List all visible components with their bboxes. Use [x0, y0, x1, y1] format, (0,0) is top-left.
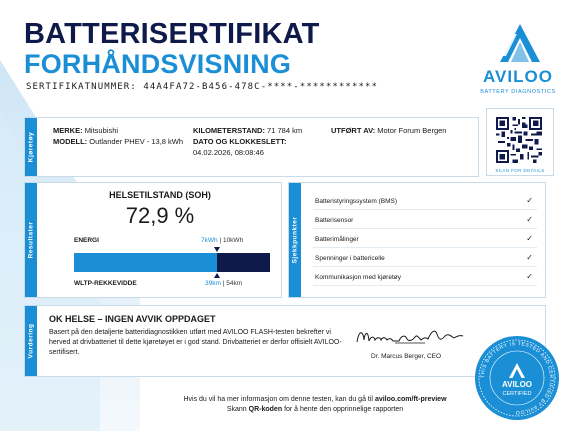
- energy-value: 7kWh: [201, 237, 218, 244]
- check-item: [313, 271, 537, 286]
- soh-marker-top: [214, 247, 220, 252]
- vehicle-tab: [25, 118, 37, 176]
- mileage-value: 71 784 km: [267, 126, 303, 135]
- verdict-tab: [25, 306, 37, 376]
- make-field: [53, 126, 118, 135]
- datetime-value: 04.02.2026, 08:08:46: [193, 148, 264, 157]
- soh-bar-fill: [74, 253, 217, 272]
- check-item-label: Batterisensor: [315, 217, 354, 224]
- check-item-label: Spenninger i battericelle: [315, 255, 385, 262]
- range-readout: [205, 280, 242, 287]
- checkmark-icon: ✓: [526, 253, 533, 262]
- checkmark-icon: ✓: [526, 272, 533, 281]
- footer-scan-prefix: Skann: [226, 406, 247, 413]
- seal-brand: AVILOO: [501, 380, 533, 389]
- range-total: 54km: [226, 280, 243, 287]
- signer-name: Dr. Marcus Berger, CEO: [371, 353, 442, 360]
- results-panel: [24, 182, 282, 298]
- aviloo-logo: [478, 24, 558, 100]
- results-tab-label: Resultater: [27, 221, 35, 259]
- mileage-field: [193, 126, 302, 135]
- vehicle-tab-label: Kjøretøy: [27, 131, 35, 163]
- energy-readout: [201, 237, 243, 244]
- qr-code[interactable]: [496, 117, 542, 163]
- qr-code-box[interactable]: [486, 108, 554, 176]
- model-label: MODELL:: [53, 137, 88, 146]
- check-item: [313, 252, 537, 267]
- wltp-label: WLTP-REKKEVIDDE: [74, 280, 137, 287]
- footer-scan-suffix: for å hente den opprinnelige rapporten: [284, 406, 404, 413]
- model-value: Outlander PHEV - 13,8 kWh: [89, 137, 184, 146]
- footer-line-2: [150, 405, 480, 415]
- soh-marker-bottom: [214, 273, 220, 278]
- verdict-text: Basert på den detaljerte batteridiagnostikken utført med AVILOO FLASH-testen bekrefter vi herved at drivbatteriet til dette kjøretøyet er i god stand. Drivbatteriet er derfor offisielt AVILOO-sertifisert.: [49, 329, 342, 356]
- aviloo-mark-icon: [500, 24, 540, 62]
- logo-wordmark: AVILOO: [483, 67, 553, 86]
- certificate-number: [26, 82, 378, 92]
- soh-value: 72,9 %: [125, 203, 195, 228]
- check-item-label: Kommunikasjon med kjøretøy: [315, 274, 401, 281]
- performed-by-label: UTFØRT AV:: [331, 126, 376, 135]
- mileage-label: KILOMETERSTAND:: [193, 126, 265, 135]
- datetime-label: DATO OG KLOKKESLETT:: [193, 137, 287, 146]
- footer-link[interactable]: aviloo.com/ft-preview: [374, 396, 447, 403]
- checks-tab: [289, 183, 301, 297]
- footer: [150, 395, 480, 415]
- range-divider: |: [222, 280, 225, 287]
- make-label: MERKE:: [53, 126, 83, 135]
- soh-bar: [74, 253, 270, 272]
- checkmark-icon: ✓: [526, 234, 533, 243]
- page-subtitle: FORHÅNDSVISNING: [24, 49, 292, 79]
- certificate-number-label: SERTIFIKATNUMMER:: [26, 82, 137, 92]
- checks-panel: [288, 182, 546, 298]
- signature-image: [355, 324, 465, 348]
- checkmark-icon: ✓: [526, 196, 533, 205]
- verdict-title: OK HELSE – INGEN AVVIK OPPDAGET: [49, 314, 216, 324]
- make-value: Mitsubishi: [84, 126, 119, 135]
- energy-total: 10kWh: [222, 237, 244, 244]
- qr-label: SCAN FOR DETAILS: [495, 168, 545, 173]
- page-title: BATTERISERTIFIKAT: [24, 18, 320, 50]
- footer-scan-bold: QR-koden: [248, 406, 283, 413]
- model-field: [53, 137, 183, 146]
- check-item-label: Batterimålinger: [315, 236, 359, 243]
- seal-ring-text: THIS BATTERY IS TESTED AND CERTIFIED BY AVILOO: [479, 340, 555, 416]
- soh-title: HELSETILSTAND (SOH): [109, 190, 211, 200]
- checks-tab-label: Sjekkpunkter: [291, 216, 299, 264]
- performed-by-value: Motor Forum Bergen: [377, 126, 447, 135]
- verdict-panel: [24, 305, 546, 377]
- results-tab: [25, 183, 37, 297]
- verdict-tab-label: Vurdering: [27, 323, 35, 359]
- footer-line-1: [150, 395, 480, 405]
- energy-label: ENERGI: [74, 237, 99, 244]
- seal-label: CERTIFIED: [502, 391, 532, 397]
- checkmark-icon: ✓: [526, 215, 533, 224]
- energy-divider: |: [219, 237, 222, 244]
- check-item: [313, 233, 537, 248]
- logo-tagline: BATTERY DIAGNOSTICS: [480, 89, 556, 95]
- footer-info-text: Hvis du vil ha mer informasjon om denne testen, kan du gå til: [183, 396, 373, 403]
- check-item-label: Batteristyringssystem (BMS): [315, 198, 397, 205]
- vehicle-panel: [24, 117, 479, 177]
- certificate-number-value: 44A4FA72-B456-478C-****-************: [143, 82, 379, 92]
- performed-by-field: [331, 126, 446, 135]
- range-value: 39km: [205, 280, 221, 287]
- check-item: [313, 214, 537, 229]
- check-item: [313, 195, 537, 210]
- certified-seal: [474, 335, 560, 421]
